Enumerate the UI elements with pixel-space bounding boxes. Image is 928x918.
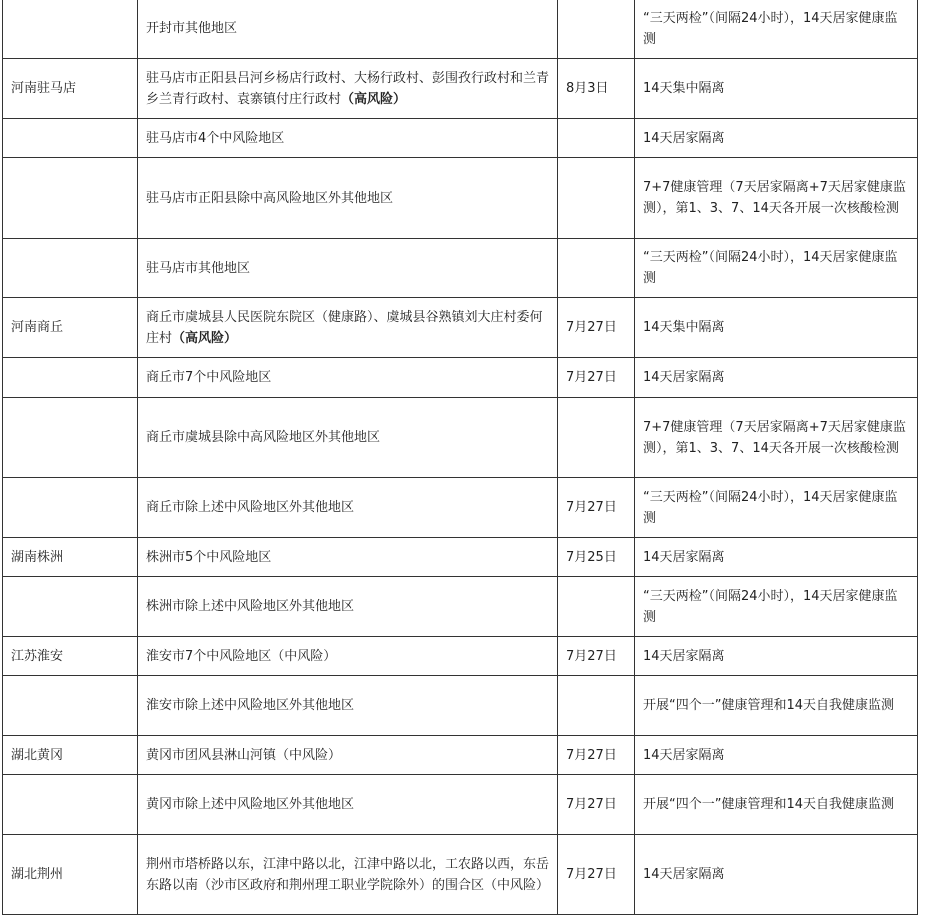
area-cell	[138, 358, 558, 398]
area-text: 淮安市7个中风险地区（中风险）	[146, 648, 337, 664]
area-cell	[138, 577, 558, 637]
region-cell	[3, 239, 138, 298]
measure-cell: 14天集中隔离	[635, 298, 918, 358]
risk-level-label: （高风险）	[172, 330, 238, 346]
area-text: 商丘市除上述中风险地区外其他地区	[146, 500, 355, 515]
table-row	[3, 0, 918, 59]
area-text: 黄冈市团风县淋山河镇（中风险）	[146, 747, 342, 763]
table-row	[3, 298, 918, 358]
area-cell	[138, 775, 558, 835]
risk-level-label: （高风险）	[341, 91, 407, 107]
region-cell: 湖北黄冈	[3, 736, 138, 775]
region-cell: 江苏淮安	[3, 637, 138, 676]
policy-table	[2, 0, 918, 915]
measure-cell: 14天居家隔离	[635, 835, 918, 915]
area-text: 驻马店市其他地区	[146, 260, 251, 276]
table-row	[3, 676, 918, 736]
date-cell: 7月27日	[558, 637, 635, 676]
date-cell: 7月25日	[558, 538, 635, 577]
area-cell	[138, 0, 558, 59]
area-cell	[138, 538, 558, 577]
date-cell	[558, 676, 635, 736]
date-cell: 7月27日	[558, 775, 635, 835]
table-row	[3, 775, 918, 835]
region-cell	[3, 478, 138, 538]
area-cell	[138, 637, 558, 676]
measure-cell: 14天居家隔离	[635, 736, 918, 775]
date-cell: 7月27日	[558, 736, 635, 775]
date-cell	[558, 577, 635, 637]
area-text: 驻马店市正阳县除中高风险地区外其他地区	[146, 190, 394, 206]
region-cell: 河南驻马店	[3, 59, 138, 119]
region-cell: 湖南株洲	[3, 538, 138, 577]
table-row	[3, 577, 918, 637]
measure-cell: 7+7健康管理（7天居家隔离+7天居家健康监测），第1、3、7、14天各开展一次核酸检测	[635, 158, 918, 239]
measure-cell: 14天居家隔离	[635, 637, 918, 676]
date-cell	[558, 119, 635, 158]
measure-cell: 7+7健康管理（7天居家隔离+7天居家健康监测），第1、3、7、14天各开展一次核酸检测	[635, 398, 918, 478]
measure-cell: 14天居家隔离	[635, 538, 918, 577]
region-cell: 河南商丘	[3, 298, 138, 358]
date-cell	[558, 398, 635, 478]
table-row	[3, 538, 918, 577]
area-text: 荆州市塔桥路以东，江津中路以北，江津中路以北，工农路以西，东岳东路以南（沙市区政府和荆州理工职业学院除外）的围合区（中风险）	[146, 856, 550, 893]
date-cell	[558, 0, 635, 59]
area-text: 商丘市7个中风险地区	[146, 370, 272, 385]
measure-cell: “三天两检”（间隔24小时），14天居家健康监测	[635, 577, 918, 637]
area-text: 黄冈市除上述中风险地区外其他地区	[146, 797, 355, 812]
table-row	[3, 637, 918, 676]
area-cell	[138, 676, 558, 736]
area-cell	[138, 478, 558, 538]
date-cell: 7月27日	[558, 835, 635, 915]
table-row	[3, 239, 918, 298]
table-row	[3, 119, 918, 158]
region-cell: 湖北荆州	[3, 835, 138, 915]
region-cell	[3, 158, 138, 239]
region-cell	[3, 119, 138, 158]
date-cell: 8月3日	[558, 59, 635, 119]
measure-cell: 14天居家隔离	[635, 358, 918, 398]
area-text: 开封市其他地区	[146, 21, 238, 36]
area-cell	[138, 239, 558, 298]
date-cell: 7月27日	[558, 478, 635, 538]
measure-cell: 开展“四个一”健康管理和14天自我健康监测	[635, 775, 918, 835]
area-cell	[138, 119, 558, 158]
area-cell	[138, 298, 558, 358]
area-text: 淮安市除上述中风险地区外其他地区	[146, 698, 355, 713]
table-row	[3, 59, 918, 119]
region-cell	[3, 398, 138, 478]
area-cell	[138, 736, 558, 775]
region-cell	[3, 676, 138, 736]
measure-cell: 14天居家隔离	[635, 119, 918, 158]
table-row	[3, 158, 918, 239]
area-text: 商丘市虞城县除中高风险地区外其他地区	[146, 430, 381, 445]
table-row	[3, 478, 918, 538]
region-cell	[3, 358, 138, 398]
area-text: 株洲市除上述中风险地区外其他地区	[146, 599, 355, 614]
area-cell	[138, 835, 558, 915]
date-cell	[558, 158, 635, 239]
area-cell	[138, 398, 558, 478]
table-row	[3, 835, 918, 915]
area-text: 驻马店市正阳县吕河乡杨店行政村、大杨行政村、彭围孜行政村和兰青乡兰青行政村、袁寨镇付庄行政村	[146, 70, 550, 107]
measure-cell: “三天两检”（间隔24小时），14天居家健康监测	[635, 0, 918, 59]
area-text: 株洲市5个中风险地区	[146, 549, 272, 565]
region-cell	[3, 775, 138, 835]
region-cell	[3, 577, 138, 637]
region-cell	[3, 0, 138, 59]
measure-cell: “三天两检”（间隔24小时），14天居家健康监测	[635, 239, 918, 298]
table-row	[3, 736, 918, 775]
area-cell	[138, 158, 558, 239]
area-cell	[138, 59, 558, 119]
measure-cell: 14天集中隔离	[635, 59, 918, 119]
area-text: 驻马店市4个中风险地区	[146, 130, 285, 146]
date-cell: 7月27日	[558, 298, 635, 358]
table-row	[3, 398, 918, 478]
area-text: 商丘市虞城县人民医院东院区（健康路）、虞城县谷熟镇刘大庄村委何庄村	[146, 309, 543, 346]
table-row	[3, 358, 918, 398]
date-cell	[558, 239, 635, 298]
date-cell: 7月27日	[558, 358, 635, 398]
measure-cell: 开展“四个一”健康管理和14天自我健康监测	[635, 676, 918, 736]
measure-cell: “三天两检”（间隔24小时），14天居家健康监测	[635, 478, 918, 538]
